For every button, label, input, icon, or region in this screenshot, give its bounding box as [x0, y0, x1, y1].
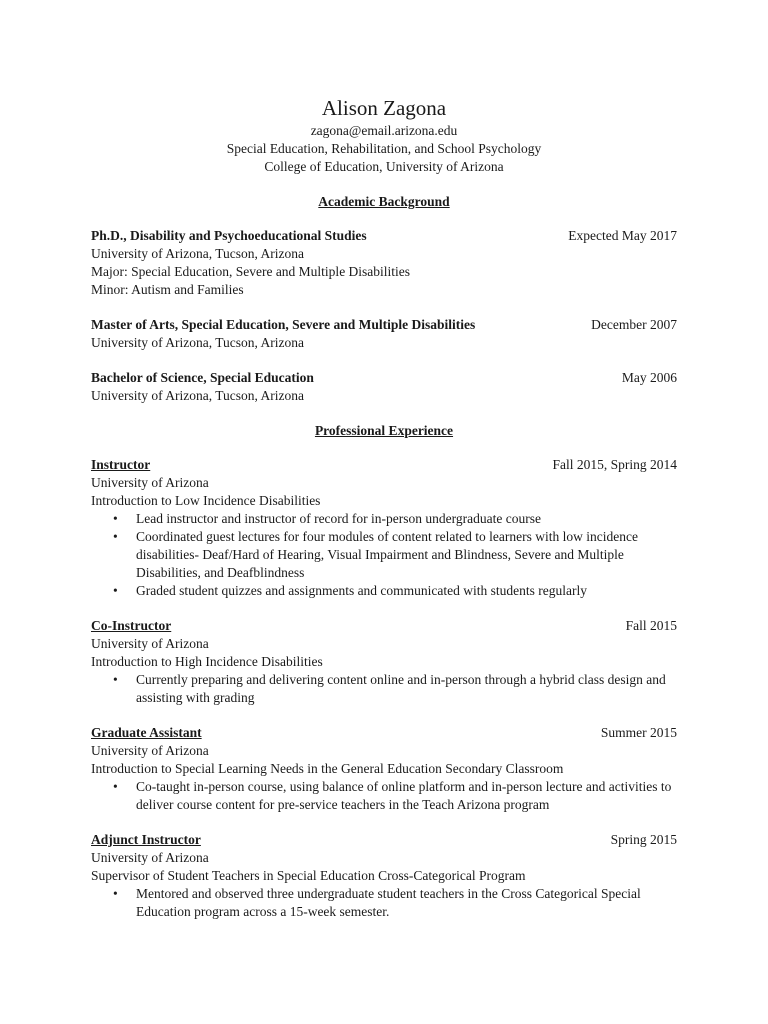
degree-title: Ph.D., Disability and Psychoeducational Studies [91, 228, 367, 243]
college-line: College of Education, University of Arizona [264, 159, 504, 174]
job-entry [91, 456, 677, 600]
job-title: Adjunct Instructor [91, 832, 201, 847]
degree-date: May 2006 [621, 370, 677, 385]
section-title-experience: Professional Experience [314, 423, 454, 438]
bullet-text: Coordinated guest lectures for four modules of content related to learners with low incidence disabilities- Deaf/Hard of Hearing, Visual Impairment and Blindness, Severe and Multiple Disabilities, and Deafblindness [136, 529, 638, 580]
degree-title: Master of Arts, Special Education, Severe and Multiple Disabilities [91, 317, 476, 332]
bullet-text: Currently preparing and delivering content online and in-person through a hybrid class design and assisting with grading [136, 672, 666, 705]
job-bullet [91, 885, 677, 921]
resume-page [91, 95, 677, 938]
job-entry [91, 617, 677, 707]
section-title-academic: Academic Background [318, 194, 450, 209]
job-organization: University of Arizona [91, 850, 209, 865]
bullet-text: Mentored and observed three undergraduate student teachers in the Cross Categorical Special Education program across a 15-week semester. [136, 886, 641, 919]
degree-date: December 2007 [591, 317, 677, 332]
degree-line: University of Arizona, Tucson, Arizona [91, 388, 304, 403]
job-bullet [91, 510, 677, 528]
job-course: Introduction to Special Learning Needs in the General Education Secondary Classroom [91, 761, 564, 776]
job-date: Spring 2015 [610, 832, 677, 847]
email-address: zagona@email.arizona.edu [310, 123, 458, 138]
job-bullet-list [91, 510, 677, 600]
job-bullet-list [91, 885, 677, 921]
degree-line: Minor: Autism and Families [91, 282, 244, 297]
degree-entry [91, 316, 677, 352]
bullet-icon: • [113, 511, 118, 526]
degree-date: Expected May 2017 [568, 228, 677, 243]
job-title: Instructor [91, 457, 151, 472]
degree-line: University of Arizona, Tucson, Arizona [91, 246, 304, 261]
bullet-text: Co-taught in-person course, using balance of online platform and in-person lecture and activities to deliver course content for pre-service teachers in the Teach Arizona program [136, 779, 672, 812]
bullet-icon: • [113, 886, 118, 901]
bullet-icon: • [113, 779, 118, 794]
job-organization: University of Arizona [91, 475, 209, 490]
degree-line: Major: Special Education, Severe and Multiple Disabilities [91, 264, 411, 279]
job-bullet [91, 671, 677, 707]
job-bullet-list [91, 671, 677, 707]
job-course: Introduction to Low Incidence Disabilities [91, 493, 321, 508]
degree-line: University of Arizona, Tucson, Arizona [91, 335, 304, 350]
bullet-icon: • [113, 529, 118, 544]
applicant-name: Alison Zagona [321, 96, 447, 120]
job-entry [91, 724, 677, 814]
job-title: Co-Instructor [91, 618, 172, 633]
degree-entry [91, 227, 677, 299]
degree-title: Bachelor of Science, Special Education [91, 370, 314, 385]
job-bullet [91, 528, 677, 582]
bullet-text: Lead instructor and instructor of record for in-person undergraduate course [136, 511, 541, 526]
job-course: Supervisor of Student Teachers in Special Education Cross-Categorical Program [91, 868, 526, 883]
degree-entry [91, 369, 677, 405]
resume-header [91, 95, 677, 176]
job-organization: University of Arizona [91, 636, 209, 651]
bullet-icon: • [113, 672, 118, 687]
job-bullet [91, 778, 677, 814]
job-date: Fall 2015 [625, 618, 677, 633]
job-title: Graduate Assistant [91, 725, 202, 740]
job-date: Fall 2015, Spring 2014 [552, 457, 677, 472]
job-bullet-list [91, 778, 677, 814]
job-course: Introduction to High Incidence Disabilities [91, 654, 323, 669]
bullet-icon: • [113, 583, 118, 598]
job-date: Summer 2015 [600, 725, 677, 740]
job-bullet [91, 582, 677, 600]
job-organization: University of Arizona [91, 743, 209, 758]
bullet-text: Graded student quizzes and assignments and communicated with students regularly [136, 583, 588, 598]
department-line: Special Education, Rehabilitation, and School Psychology [226, 141, 542, 156]
job-entry [91, 831, 677, 921]
